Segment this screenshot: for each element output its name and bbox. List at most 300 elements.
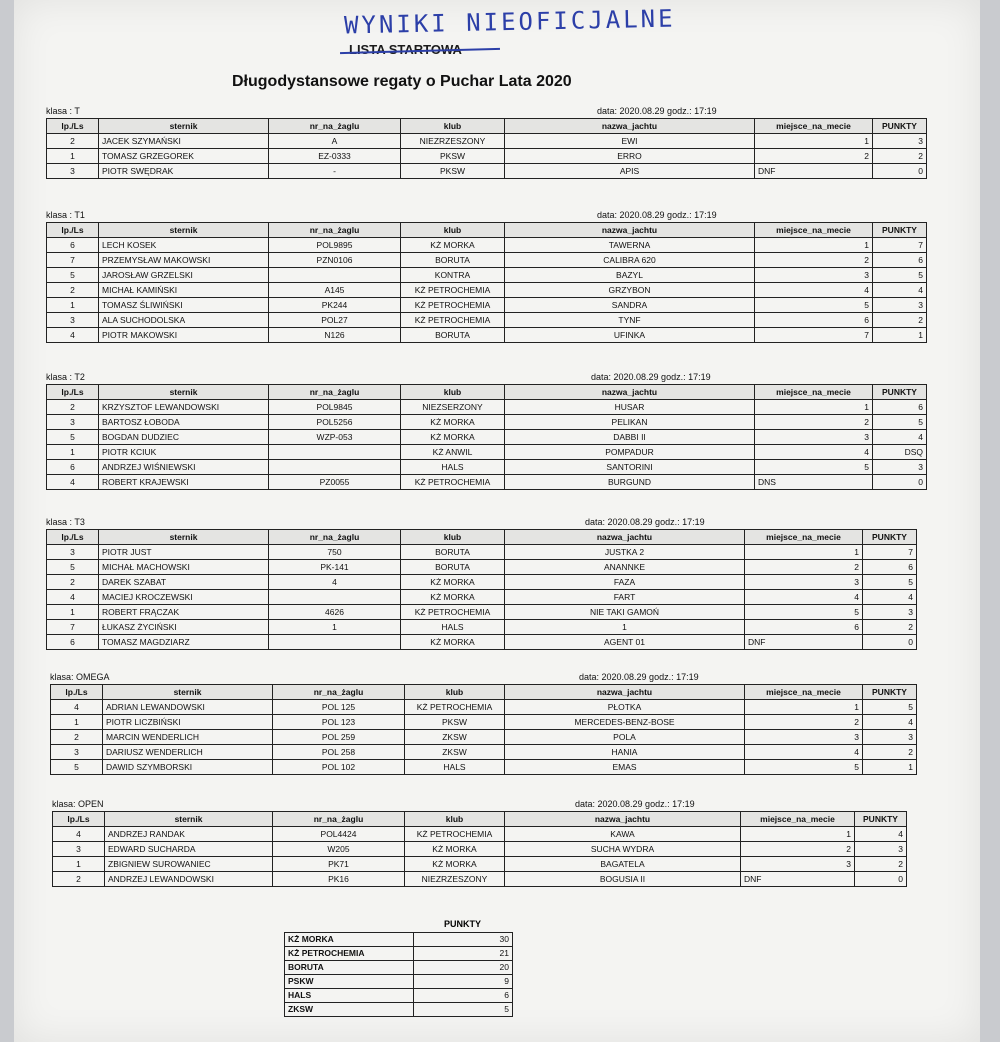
club-name: PSKW: [285, 975, 414, 989]
table-cell: W205: [273, 842, 405, 857]
table-cell: BURGUND: [505, 475, 755, 490]
table-row: [51, 700, 917, 715]
table-cell: 6: [873, 400, 927, 415]
results-table: [46, 529, 917, 650]
table-cell: 5: [51, 760, 103, 775]
table-cell: 3: [873, 460, 927, 475]
table-cell: KŻ MORKA: [401, 238, 505, 253]
table-cell: EMAS: [505, 760, 745, 775]
table-cell: 1: [47, 605, 99, 620]
class-label: klasa : T3: [46, 517, 85, 527]
table-cell: 1: [53, 857, 105, 872]
table-cell: BAZYL: [505, 268, 755, 283]
table-cell: 4: [745, 590, 863, 605]
section-header: [46, 104, 927, 118]
section-header: [52, 797, 907, 811]
table-cell: 1: [745, 545, 863, 560]
table-cell: 6: [47, 635, 99, 650]
table-cell: POL 259: [273, 730, 405, 745]
table-cell: HUSAR: [505, 400, 755, 415]
table-cell: MICHAŁ KAMIŃSKI: [99, 283, 269, 298]
table-cell: PZN0106: [269, 253, 401, 268]
table-cell: PKSW: [401, 164, 505, 179]
table-cell: PK71: [273, 857, 405, 872]
table-cell: NIEZRZESZONY: [405, 872, 505, 887]
header-row: [47, 119, 927, 134]
date-label: data: 2020.08.29 godz.: 17:19: [591, 372, 711, 382]
table-cell: 4: [47, 475, 99, 490]
table-cell: POL9895: [269, 238, 401, 253]
table-cell: KŻ MORKA: [405, 857, 505, 872]
table-cell: 6: [47, 460, 99, 475]
table-cell: 3: [47, 415, 99, 430]
table-cell: KŻ PETROCHEMIA: [401, 298, 505, 313]
table-cell: 0: [873, 475, 927, 490]
section-header: [46, 515, 917, 529]
table-cell: PK244: [269, 298, 401, 313]
table-cell: BOGUSIA II: [505, 872, 741, 887]
column-header: miejsce_na_mecie: [745, 685, 863, 700]
header-row: [47, 385, 927, 400]
class-label: klasa : T2: [46, 372, 85, 382]
handwritten-note: WYNIKI NIEOFICJALNE: [343, 4, 676, 40]
summary-row: [285, 975, 513, 989]
table-cell: 2: [47, 134, 99, 149]
table-cell: 0: [855, 872, 907, 887]
table-cell: 3: [755, 430, 873, 445]
table-cell: ROBERT KRAJEWSKI: [99, 475, 269, 490]
table-row: [51, 760, 917, 775]
table-cell: ANDRZEJ WIŚNIEWSKI: [99, 460, 269, 475]
table-cell: 4: [873, 283, 927, 298]
club-name: BORUTA: [285, 961, 414, 975]
table-cell: JUSTKA 2: [505, 545, 745, 560]
club-points: 6: [414, 989, 513, 1003]
summary-row: [285, 933, 513, 947]
section-header: [50, 670, 917, 684]
table-row: [47, 575, 917, 590]
table-cell: DAWID SZYMBORSKI: [103, 760, 273, 775]
table-cell: 7: [755, 328, 873, 343]
table-cell: 6: [755, 313, 873, 328]
table-row: [51, 730, 917, 745]
summary-row: [285, 1003, 513, 1017]
table-row: [47, 298, 927, 313]
table-cell: 2: [745, 560, 863, 575]
table-cell: TOMASZ GRZEGOREK: [99, 149, 269, 164]
date-label: data: 2020.08.29 godz.: 17:19: [575, 799, 695, 809]
date-label: data: 2020.08.29 godz.: 17:19: [579, 672, 699, 682]
table-cell: POL 125: [273, 700, 405, 715]
table-cell: A: [269, 134, 401, 149]
table-cell: 4: [47, 590, 99, 605]
results-table: [46, 222, 927, 343]
table-cell: [269, 268, 401, 283]
class-section: [52, 797, 907, 887]
struck-heading: LISTA STARTOWA: [349, 42, 462, 57]
table-row: [47, 545, 917, 560]
table-cell: HALS: [405, 760, 505, 775]
table-cell: 6: [745, 620, 863, 635]
table-row: [47, 560, 917, 575]
table-cell: 6: [47, 238, 99, 253]
club-name: KŻ MORKA: [285, 933, 414, 947]
column-header: nr_na_żaglu: [273, 685, 405, 700]
date-label: data: 2020.08.29 godz.: 17:19: [585, 517, 705, 527]
table-cell: 7: [873, 238, 927, 253]
table-cell: 3: [755, 268, 873, 283]
table-cell: DABBI II: [505, 430, 755, 445]
column-header: lp./Ls: [47, 530, 99, 545]
column-header: nazwa_jachtu: [505, 223, 755, 238]
table-row: [47, 635, 917, 650]
table-cell: PIOTR SWĘDRAK: [99, 164, 269, 179]
table-cell: BORUTA: [401, 560, 505, 575]
table-row: [47, 253, 927, 268]
column-header: PUNKTY: [863, 685, 917, 700]
table-cell: HALS: [401, 460, 505, 475]
table-cell: 2: [741, 842, 855, 857]
table-cell: 2: [51, 730, 103, 745]
table-cell: EWI: [505, 134, 755, 149]
table-cell: 2: [755, 253, 873, 268]
table-row: [47, 445, 927, 460]
table-cell: ANDRZEJ LEWANDOWSKI: [105, 872, 273, 887]
table-cell: 4: [873, 430, 927, 445]
table-cell: 4: [269, 575, 401, 590]
table-row: [47, 268, 927, 283]
column-header: PUNKTY: [873, 119, 927, 134]
table-cell: ZKSW: [405, 730, 505, 745]
table-cell: SUCHA WYDRA: [505, 842, 741, 857]
table-cell: DAREK SZABAT: [99, 575, 269, 590]
table-cell: FART: [505, 590, 745, 605]
column-header: miejsce_na_mecie: [755, 119, 873, 134]
table-cell: 1: [269, 620, 401, 635]
table-row: [47, 238, 927, 253]
table-cell: KŻ PETROCHEMIA: [405, 827, 505, 842]
header-row: [47, 223, 927, 238]
table-row: [53, 857, 907, 872]
class-section: [50, 670, 917, 775]
club-points: 30: [414, 933, 513, 947]
table-cell: 5: [47, 560, 99, 575]
column-header: lp./Ls: [47, 119, 99, 134]
class-section: [46, 370, 927, 490]
table-cell: MACIEJ KROCZEWSKI: [99, 590, 269, 605]
column-header: PUNKTY: [863, 530, 917, 545]
column-header: sternik: [103, 685, 273, 700]
table-cell: MARCIN WENDERLICH: [103, 730, 273, 745]
table-cell: KONTRA: [401, 268, 505, 283]
table-cell: PŁOTKA: [505, 700, 745, 715]
column-header: sternik: [105, 812, 273, 827]
results-table: [52, 811, 907, 887]
table-cell: POL4424: [273, 827, 405, 842]
table-cell: PK16: [273, 872, 405, 887]
table-cell: KŻ PETROCHEMIA: [401, 475, 505, 490]
table-cell: 7: [47, 253, 99, 268]
table-cell: PIOTR MAKOWSKI: [99, 328, 269, 343]
table-cell: KRZYSZTOF LEWANDOWSKI: [99, 400, 269, 415]
table-cell: KŻ MORKA: [401, 415, 505, 430]
column-header: sternik: [99, 119, 269, 134]
table-cell: 5: [873, 268, 927, 283]
table-cell: 5: [47, 268, 99, 283]
table-cell: PRZEMYSŁAW MAKOWSKI: [99, 253, 269, 268]
table-cell: POMPADUR: [505, 445, 755, 460]
column-header: klub: [401, 223, 505, 238]
table-cell: 2: [873, 313, 927, 328]
table-cell: MERCEDES-BENZ-BOSE: [505, 715, 745, 730]
table-cell: KŻ MORKA: [401, 590, 505, 605]
table-cell: KŻ MORKA: [401, 575, 505, 590]
table-cell: KŻ MORKA: [401, 430, 505, 445]
club-name: ZKSW: [285, 1003, 414, 1017]
table-cell: KAWA: [505, 827, 741, 842]
table-cell: POL5256: [269, 415, 401, 430]
class-label: klasa: OMEGA: [50, 672, 110, 682]
table-cell: EZ-0333: [269, 149, 401, 164]
table-cell: 3: [47, 313, 99, 328]
table-cell: 2: [47, 575, 99, 590]
table-cell: 1: [755, 134, 873, 149]
column-header: miejsce_na_mecie: [755, 385, 873, 400]
column-header: miejsce_na_mecie: [745, 530, 863, 545]
club-points: 21: [414, 947, 513, 961]
table-cell: 5: [47, 430, 99, 445]
table-cell: 4: [863, 715, 917, 730]
table-cell: 4: [755, 283, 873, 298]
summary-header: PUNKTY: [444, 919, 482, 929]
table-cell: PZ0055: [269, 475, 401, 490]
page-title: Długodystansowe regaty o Puchar Lata 2020: [232, 73, 572, 90]
column-header: nazwa_jachtu: [505, 812, 741, 827]
table-row: [47, 134, 927, 149]
table-cell: JACEK SZYMAŃSKI: [99, 134, 269, 149]
table-cell: ANANNKE: [505, 560, 745, 575]
table-cell: DSQ: [873, 445, 927, 460]
table-cell: KŻ PETROCHEMIA: [401, 283, 505, 298]
class-section: [46, 104, 927, 179]
table-row: [47, 283, 927, 298]
table-cell: DNF: [755, 164, 873, 179]
table-cell: 1: [755, 238, 873, 253]
table-cell: ZKSW: [405, 745, 505, 760]
table-cell: BAGATELA: [505, 857, 741, 872]
table-cell: SANTORINI: [505, 460, 755, 475]
table-row: [47, 460, 927, 475]
table-cell: 1: [47, 445, 99, 460]
table-cell: KŻ MORKA: [405, 842, 505, 857]
table-cell: 2: [863, 745, 917, 760]
table-cell: 750: [269, 545, 401, 560]
column-header: lp./Ls: [53, 812, 105, 827]
club-summary: [284, 919, 513, 1017]
table-cell: ERRO: [505, 149, 755, 164]
table-cell: 2: [755, 149, 873, 164]
table-cell: ZBIGNIEW SUROWANIEC: [105, 857, 273, 872]
table-cell: [269, 590, 401, 605]
column-header: nr_na_żaglu: [269, 530, 401, 545]
table-cell: 2: [755, 415, 873, 430]
table-row: [47, 620, 917, 635]
table-cell: PKSW: [405, 715, 505, 730]
table-cell: KŻ ANWIL: [401, 445, 505, 460]
table-cell: HALS: [401, 620, 505, 635]
class-section: [46, 208, 927, 343]
table-cell: ŁUKASZ ŻYCIŃSKI: [99, 620, 269, 635]
table-row: [47, 328, 927, 343]
table-cell: KŻ PETROCHEMIA: [405, 700, 505, 715]
table-cell: CALIBRA 620: [505, 253, 755, 268]
table-cell: 1: [873, 328, 927, 343]
class-label: klasa : T1: [46, 210, 85, 220]
table-cell: POL 102: [273, 760, 405, 775]
table-cell: DNF: [741, 872, 855, 887]
column-header: PUNKTY: [873, 385, 927, 400]
table-cell: 5: [755, 298, 873, 313]
table-cell: NIEZSERZONY: [401, 400, 505, 415]
table-cell: POL 258: [273, 745, 405, 760]
table-cell: DNS: [755, 475, 873, 490]
table-cell: 4: [47, 328, 99, 343]
column-header: klub: [401, 530, 505, 545]
table-cell: AGENT 01: [505, 635, 745, 650]
table-cell: 2: [53, 872, 105, 887]
table-cell: JAROSŁAW GRZELSKI: [99, 268, 269, 283]
column-header: nazwa_jachtu: [505, 119, 755, 134]
table-cell: 2: [47, 400, 99, 415]
table-cell: 0: [863, 635, 917, 650]
table-cell: WZP-053: [269, 430, 401, 445]
table-cell: 1: [51, 715, 103, 730]
table-cell: KŻ PETROCHEMIA: [401, 313, 505, 328]
table-cell: TAWERNA: [505, 238, 755, 253]
summary-table: [284, 932, 513, 1017]
table-cell: EDWARD SUCHARDA: [105, 842, 273, 857]
column-header: nazwa_jachtu: [505, 385, 755, 400]
table-cell: DARIUSZ WENDERLICH: [103, 745, 273, 760]
table-row: [47, 149, 927, 164]
club-name: HALS: [285, 989, 414, 1003]
table-cell: 3: [51, 745, 103, 760]
club-points: 9: [414, 975, 513, 989]
table-cell: PIOTR KCIUK: [99, 445, 269, 460]
table-cell: ALA SUCHODOLSKA: [99, 313, 269, 328]
column-header: sternik: [99, 530, 269, 545]
header-row: [53, 812, 907, 827]
header-row: [47, 530, 917, 545]
table-cell: 5: [863, 575, 917, 590]
column-header: lp./Ls: [51, 685, 103, 700]
table-cell: LECH KOSEK: [99, 238, 269, 253]
table-cell: 6: [863, 560, 917, 575]
table-cell: PK-141: [269, 560, 401, 575]
table-cell: 7: [863, 545, 917, 560]
table-cell: POL27: [269, 313, 401, 328]
table-row: [47, 415, 927, 430]
class-label: klasa : T: [46, 106, 80, 116]
class-section: [46, 515, 917, 650]
table-cell: UFINKA: [505, 328, 755, 343]
table-cell: 1: [755, 400, 873, 415]
column-header: klub: [401, 119, 505, 134]
table-cell: MICHAŁ MACHOWSKI: [99, 560, 269, 575]
table-cell: 5: [873, 415, 927, 430]
column-header: sternik: [99, 223, 269, 238]
table-cell: PKSW: [401, 149, 505, 164]
results-table: [46, 384, 927, 490]
column-header: nr_na_żaglu: [273, 812, 405, 827]
table-cell: N126: [269, 328, 401, 343]
table-cell: 7: [47, 620, 99, 635]
table-cell: 2: [745, 715, 863, 730]
column-header: miejsce_na_mecie: [755, 223, 873, 238]
table-cell: KŻ PETROCHEMIA: [401, 605, 505, 620]
table-row: [53, 842, 907, 857]
table-cell: ROBERT FRĄCZAK: [99, 605, 269, 620]
table-cell: TYNF: [505, 313, 755, 328]
results-sheet: [14, 0, 980, 1042]
table-cell: 3: [741, 857, 855, 872]
table-cell: GRZYBON: [505, 283, 755, 298]
table-cell: BOGDAN DUDZIEC: [99, 430, 269, 445]
date-label: data: 2020.08.29 godz.: 17:19: [597, 210, 717, 220]
table-cell: TOMASZ ŚLIWIŃSKI: [99, 298, 269, 313]
table-cell: SANDRA: [505, 298, 755, 313]
table-cell: KŻ MORKA: [401, 635, 505, 650]
table-cell: 2: [47, 283, 99, 298]
table-cell: 1: [47, 149, 99, 164]
column-header: nazwa_jachtu: [505, 530, 745, 545]
column-header: nr_na_żaglu: [269, 223, 401, 238]
table-cell: 3: [863, 605, 917, 620]
table-cell: 2: [873, 149, 927, 164]
table-row: [47, 605, 917, 620]
table-row: [53, 827, 907, 842]
column-header: lp./Ls: [47, 385, 99, 400]
table-cell: 4626: [269, 605, 401, 620]
table-cell: BORUTA: [401, 253, 505, 268]
column-header: klub: [405, 685, 505, 700]
table-cell: [269, 635, 401, 650]
column-header: PUNKTY: [873, 223, 927, 238]
table-cell: NIEZRZESZONY: [401, 134, 505, 149]
header-row: [51, 685, 917, 700]
table-cell: 3: [873, 134, 927, 149]
table-cell: 4: [745, 745, 863, 760]
table-cell: 6: [873, 253, 927, 268]
summary-row: [285, 961, 513, 975]
table-cell: NIE TAKI GAMOŃ: [505, 605, 745, 620]
table-cell: DNF: [745, 635, 863, 650]
table-cell: 3: [863, 730, 917, 745]
table-cell: 4: [855, 827, 907, 842]
table-cell: ADRIAN LEWANDOWSKI: [103, 700, 273, 715]
table-cell: POLA: [505, 730, 745, 745]
table-cell: [269, 445, 401, 460]
table-cell: BARTOSZ ŁOBODA: [99, 415, 269, 430]
column-header: klub: [405, 812, 505, 827]
table-cell: POL 123: [273, 715, 405, 730]
table-cell: [269, 460, 401, 475]
table-cell: 1: [47, 298, 99, 313]
table-cell: 2: [863, 620, 917, 635]
table-cell: BORUTA: [401, 328, 505, 343]
table-cell: HANIA: [505, 745, 745, 760]
table-cell: POL9845: [269, 400, 401, 415]
